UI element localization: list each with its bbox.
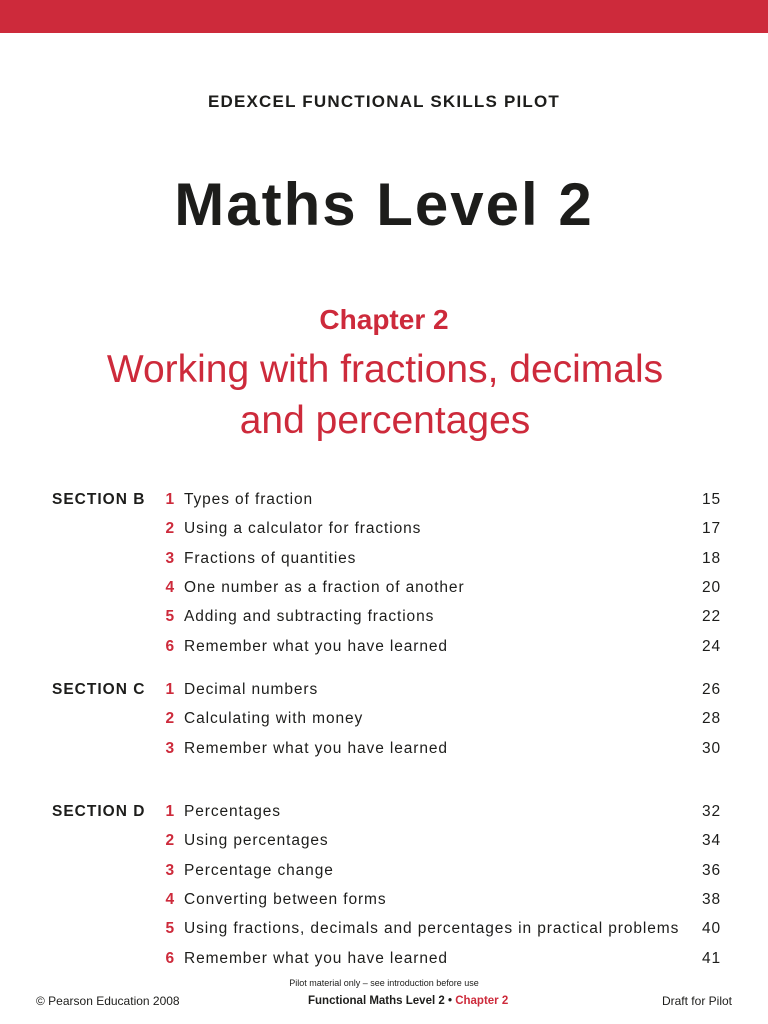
toc-entry-page: 38 bbox=[701, 890, 721, 908]
toc-entry-label: Percentages bbox=[184, 803, 281, 820]
footer-chapter: Chapter 2 bbox=[455, 995, 509, 1007]
toc-entry-number: 4 bbox=[165, 578, 175, 596]
toc-entry-label: Adding and subtracting fractions bbox=[184, 608, 435, 626]
toc-entry-label: Fractions of quantities bbox=[184, 549, 357, 567]
toc-entry-page: 24 bbox=[701, 637, 721, 655]
toc-entry-page: 32 bbox=[701, 803, 721, 820]
toc-entry bbox=[0, 950, 768, 974]
toc-entry-label: Converting between forms bbox=[184, 890, 387, 908]
toc-entry-page: 40 bbox=[701, 920, 721, 938]
toc-entry bbox=[0, 638, 768, 662]
toc-entry-page: 15 bbox=[701, 491, 721, 508]
footer-book-title bbox=[308, 995, 508, 1007]
pilot-note: Pilot material only – see introduction before use bbox=[289, 978, 479, 988]
chapter-heading: Chapter 2 bbox=[319, 304, 449, 335]
toc-entry-page: 34 bbox=[701, 832, 721, 850]
toc-entry-label: Remember what you have learned bbox=[184, 949, 448, 967]
section-label: SECTION D bbox=[52, 803, 146, 820]
section-label: SECTION C bbox=[52, 681, 146, 698]
subtitle-line-1: Working with fractions, decimals bbox=[106, 348, 664, 391]
toc-entry-page: 26 bbox=[701, 681, 721, 698]
toc-entry-label: Remember what you have learned bbox=[184, 637, 448, 655]
toc-entry-number: 6 bbox=[165, 949, 175, 967]
toc-entry-label: Using fractions, decimals and percentages in practical problems bbox=[184, 920, 680, 938]
toc-entry-number: 1 bbox=[165, 803, 175, 820]
toc-entry-page: 28 bbox=[701, 710, 721, 728]
pilot-label: EDEXCEL FUNCTIONAL SKILLS PILOT bbox=[207, 92, 561, 111]
toc-entry bbox=[0, 550, 768, 574]
top-color-bar bbox=[0, 0, 768, 33]
toc-entry-page: 17 bbox=[701, 520, 721, 538]
toc-entry bbox=[0, 891, 768, 915]
toc-entry-page: 18 bbox=[701, 549, 721, 567]
footer-book-name: Functional Maths Level 2 bbox=[308, 995, 445, 1007]
toc-entry-number: 3 bbox=[165, 739, 175, 757]
toc-entry-page: 22 bbox=[701, 608, 721, 626]
section-label: SECTION B bbox=[52, 491, 146, 508]
toc-entry-number: 3 bbox=[165, 861, 175, 879]
toc-entry-label: Remember what you have learned bbox=[184, 739, 448, 757]
toc-entry-number: 2 bbox=[165, 832, 175, 850]
toc-entry-label: Decimal numbers bbox=[184, 681, 319, 698]
toc-entry bbox=[0, 520, 768, 544]
toc-entry-label: Using percentages bbox=[184, 832, 329, 850]
toc-entry-label: One number as a fraction of another bbox=[184, 578, 465, 596]
toc-entry-number: 5 bbox=[165, 608, 175, 626]
toc-entry-number: 5 bbox=[165, 920, 175, 938]
toc-entry-number: 6 bbox=[165, 637, 175, 655]
toc-entry-page: 41 bbox=[701, 949, 721, 967]
toc-entry-number: 2 bbox=[165, 710, 175, 728]
toc-entry bbox=[0, 608, 768, 632]
draft-status: Draft for Pilot bbox=[661, 994, 732, 1008]
toc-entry-number: 1 bbox=[165, 491, 175, 508]
toc-entry bbox=[0, 579, 768, 603]
toc-entry-label: Calculating with money bbox=[184, 710, 364, 728]
toc-entry bbox=[0, 920, 768, 944]
toc-entry-label: Percentage change bbox=[184, 861, 334, 879]
toc-entry-number: 2 bbox=[165, 520, 175, 538]
toc-entry bbox=[0, 832, 768, 856]
toc-entry bbox=[0, 681, 768, 705]
subtitle-line-2: and percentages bbox=[239, 399, 531, 442]
toc-entry-number: 3 bbox=[165, 549, 175, 567]
footer-separator: • bbox=[447, 995, 452, 1007]
toc-entry bbox=[0, 491, 768, 515]
toc-entry-number: 1 bbox=[165, 681, 175, 698]
toc-entry bbox=[0, 710, 768, 734]
chapter-subtitle bbox=[40, 344, 730, 446]
toc-entry-page: 30 bbox=[701, 739, 721, 757]
copyright: © Pearson Education 2008 bbox=[36, 994, 180, 1008]
toc-entry-page: 36 bbox=[701, 861, 721, 879]
toc-entry-label: Types of fraction bbox=[184, 491, 314, 508]
toc-entry-page: 20 bbox=[701, 578, 721, 596]
toc-entry bbox=[0, 740, 768, 764]
toc-entry bbox=[0, 862, 768, 886]
toc-entry bbox=[0, 803, 768, 827]
page-title: Maths Level 2 bbox=[174, 171, 594, 238]
toc-entry-label: Using a calculator for fractions bbox=[184, 520, 422, 538]
toc-entry-number: 4 bbox=[165, 890, 175, 908]
